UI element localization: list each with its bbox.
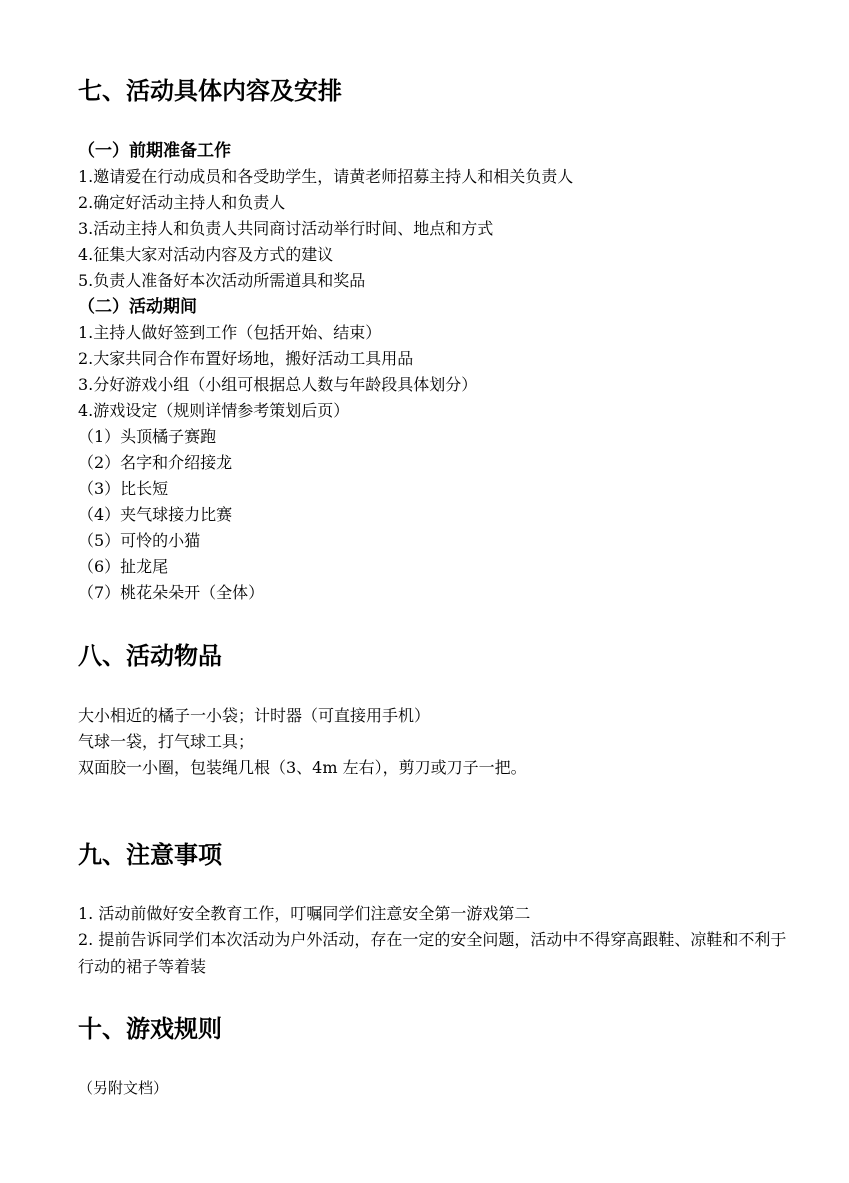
section-8-title: 八、活动物品 <box>78 642 222 670</box>
during-heading: （二）活动期间 <box>78 297 197 317</box>
game-item: （7）桃花朵朵开（全体） <box>78 583 265 602</box>
prep-item: 1.邀请爱在行动成员和各受助学生，请黄老师招募主持人和相关负责人 <box>78 167 574 186</box>
attachment-note: （另附文档） <box>78 1079 169 1097</box>
game-item: （4）夹气球接力比赛 <box>78 505 233 524</box>
game-item: （3）比长短 <box>78 479 169 498</box>
notice-item: 2. 提前告诉同学们本次活动为户外活动，存在一定的安全问题，活动中不得穿高跟鞋、凉鞋和不利于行动的裙子等着装 <box>78 930 787 976</box>
supply-line: 双面胶一小圈，包装绳几根（3、4m 左右），剪刀或刀子一把。 <box>78 758 527 777</box>
during-item: 2.大家共同合作布置好场地，搬好活动工具用品 <box>78 349 414 368</box>
during-item: 1.主持人做好签到工作（包括开始、结束） <box>78 323 382 342</box>
game-item: （5）可怜的小猫 <box>78 531 201 550</box>
prep-item: 2.确定好活动主持人和负责人 <box>78 193 286 212</box>
supply-line: 大小相近的橘子一小袋；计时器（可直接用手机） <box>78 706 431 725</box>
game-item: （1）头顶橘子赛跑 <box>78 427 217 446</box>
supply-line: 气球一袋，打气球工具； <box>78 732 255 751</box>
prep-item: 3.活动主持人和负责人共同商讨活动举行时间、地点和方式 <box>78 219 494 238</box>
section-10-title: 十、游戏规则 <box>78 1015 222 1043</box>
section-9-title: 九、注意事项 <box>78 841 222 869</box>
prep-heading: （一）前期准备工作 <box>78 141 231 161</box>
during-item: 3.分好游戏小组（小组可根据总人数与年龄段具体划分） <box>78 375 478 394</box>
game-item: （6）扯龙尾 <box>78 557 169 576</box>
during-item: 4.游戏设定（规则详情参考策划后页） <box>78 401 350 420</box>
section-7-title: 七、活动具体内容及安排 <box>78 77 342 105</box>
game-item: （2）名字和介绍接龙 <box>78 453 233 472</box>
prep-item: 5.负责人准备好本次活动所需道具和奖品 <box>78 271 366 290</box>
notice-item: 1. 活动前做好安全教育工作，叮嘱同学们注意安全第一游戏第二 <box>78 904 531 923</box>
prep-item: 4.征集大家对活动内容及方式的建议 <box>78 245 334 264</box>
